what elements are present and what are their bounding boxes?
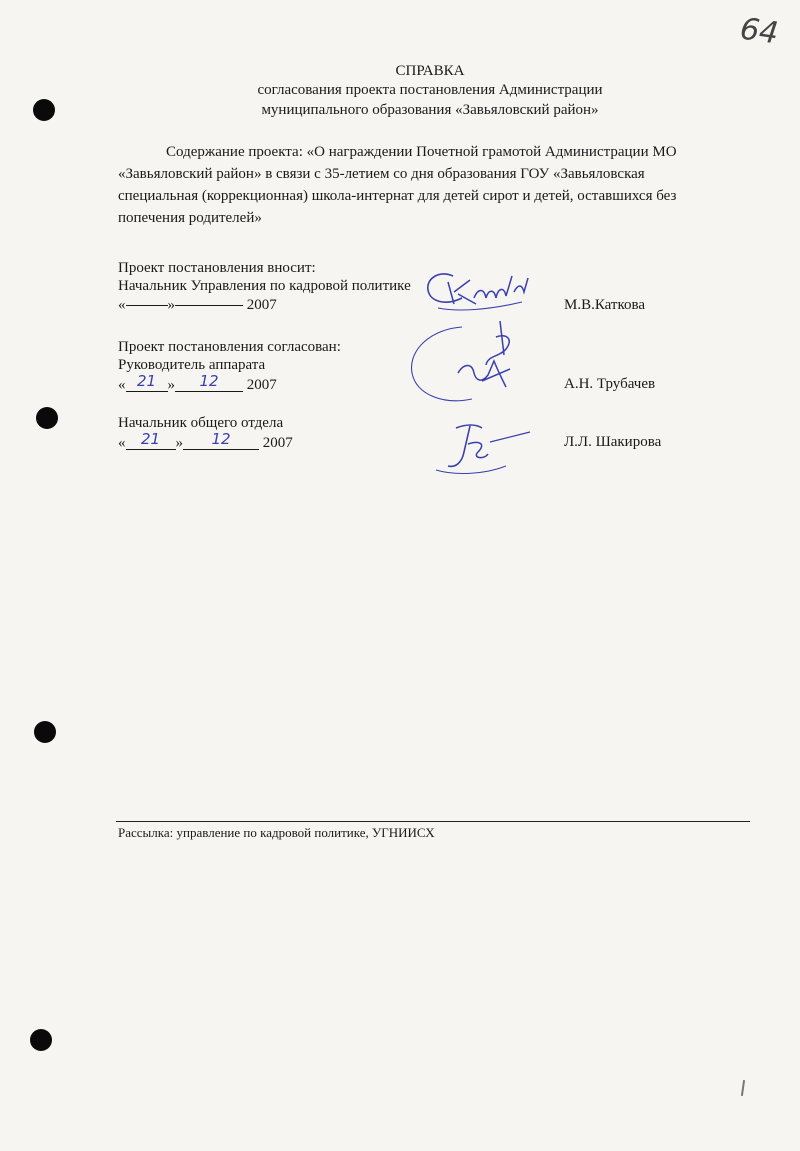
date-month-blank <box>183 432 259 453</box>
signature-trubachev <box>402 315 542 410</box>
submitter-name: М.В.Каткова <box>564 297 646 313</box>
date-month: 12 <box>199 372 219 390</box>
date-year: 2007 <box>246 377 277 393</box>
submitted-heading: Проект постановления вносит: <box>118 260 316 276</box>
document-title: СПРАВКА <box>395 63 465 79</box>
date-month: 12 <box>211 430 231 448</box>
punch-hole <box>36 407 58 429</box>
quote-close: » <box>175 435 183 451</box>
approved-position: Руководитель аппарата <box>118 357 266 373</box>
date-month-blank <box>175 374 243 395</box>
submitted-date <box>118 295 277 315</box>
approver-name: А.Н. Трубачев <box>564 376 656 392</box>
quote-close: » <box>167 297 175 313</box>
pencil-mark <box>741 1080 745 1096</box>
general-dept-date <box>118 432 293 453</box>
quote-open: « <box>118 297 126 313</box>
date-day-blank <box>126 432 176 453</box>
date-day: 21 <box>136 372 157 390</box>
footer-divider <box>116 821 750 822</box>
quote-open: « <box>118 377 126 393</box>
document-subtitle: муниципального образования «Завьяловский район» <box>261 102 599 118</box>
content-line: попечения родителей» <box>118 210 262 226</box>
page-number: 64 <box>734 11 784 52</box>
signature-katkova <box>418 262 538 322</box>
general-dept-position: Начальник общего отдела <box>118 415 284 431</box>
quote-close: » <box>167 377 175 393</box>
quote-open: « <box>118 435 126 451</box>
document-subtitle: согласования проекта постановления Администрации <box>257 82 603 98</box>
submitted-position: Начальник Управления по кадровой политике <box>118 278 411 294</box>
approved-date <box>118 374 277 395</box>
mailing-list: Рассылка: управление по кадровой политике, УГНИИСХ <box>118 825 435 840</box>
punch-hole <box>30 1029 52 1051</box>
date-day: 21 <box>140 430 161 448</box>
content-line: Содержание проекта: «О награждении Почетной грамотой Администрации МО <box>166 144 677 160</box>
date-day-blank <box>126 374 168 395</box>
content-line: специальная (коррекционная) школа-интернат для детей сирот и детей, оставшихся без <box>118 188 677 204</box>
date-year: 2007 <box>262 435 293 451</box>
punch-hole <box>34 721 56 743</box>
general-dept-name: Л.Л. Шакирова <box>564 434 662 450</box>
project-content <box>118 141 750 229</box>
approved-heading: Проект постановления согласован: <box>118 339 341 355</box>
date-year: 2007 <box>246 297 277 313</box>
content-line: «Завьяловский район» в связи с 35-летием со дня образования ГОУ «Завьяловская <box>118 166 645 182</box>
signature-shakirova <box>426 418 536 480</box>
